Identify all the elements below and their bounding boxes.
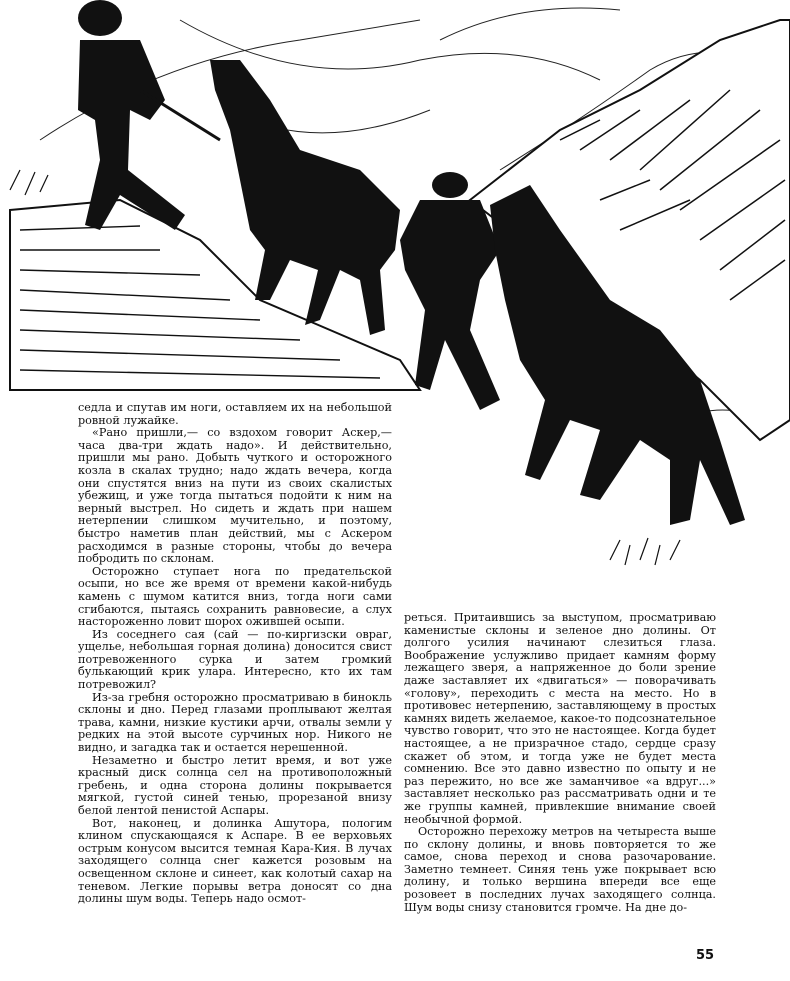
text-column-left	[78, 402, 392, 906]
hunter-figure-left	[78, 0, 220, 230]
text-column-right	[404, 612, 716, 914]
paragraph: Вот, наконец, и долинка Ашутора, пологим клином спускающаяся к Аспаре. В ее верховьях острым конусом высится темная Кара-Кия. В лучах заходящего солнца снег кажется розовым на освещенном склоне и синеет, как колотый сахар на теневом. Легкие порывы ветра доносят со дна долины шум воды. Теперь надо осмот-	[78, 816, 392, 906]
paragraph: седла и спутав им ноги, оставляем их на небольшой ровной лужайке.	[78, 401, 392, 427]
paragraph: Из-за гребня осторожно просматриваю в бинокль склоны и дно. Перед глазами проплывают желтая трава, камни, низкие кустики арчи, отвалы земли у редких на этой высоте сурчиных нор. Никого не видно, и загадка так и остается нерешенной.	[78, 690, 392, 755]
paragraph: реться. Притаившись за выступом, просматриваю каменистые склоны и зеленое дно долины. От долгого усилия начинают слезиться глаза. Воображение услужливо придает камням форму лежащего зверя, а напряженное до боли зрение даже заставляет их «двигаться» — поворачивать «голову», переходить с места на место. Но в противовес нетерпению, заставляющему в простых камнях видеть желаемое, какое-то подсознательное чувство говорит, что это не настоящее. Когда будет настоящее, а не призрачное стадо, сердце сразу скажет об этом, и тогда уже не будет места сомнению. Все это давно известно по опыту и не раз пережито, но все же заманчивое «а вдруг...» заставляет несколько раз рассматривать одни и те же группы камней, привлекшие внимание своей необычной формой.	[404, 611, 716, 826]
paragraph: «Рано пришли,— со вздохом говорит Аскер,— часа два-три ждать надо». И действительно, пришли мы рано. Добыть чуткого и осторожного козла в скалах трудно; надо ждать вечера, когда они спустятся вниз на пути из своих скалистых убежищ, и уже тогда пытаться подойти к ним на верный выстрел. Но сидеть и ждать при нашем нетерпении слишком мучительно, и поэтому, быстро наметив план действий, мы с Аскером расходимся в разные стороны, чтобы до вечера побродить по склонам.	[78, 426, 392, 566]
paragraph: Незаметно и быстро летит время, и вот уже красный диск солнца сел на противоположный гребень, и одна сторона долины покрывается мягкой, густой синей тенью, прорезаной внизу белой лентой пенистой Аспары.	[78, 753, 392, 817]
paragraph: Из соседнего сая (сай — по-киргизски овраг, ущелье, небольшая горная долина) доносится свист потревоженного сурка и затем громкий булькающий крик улара. Интересно, кто их там потревожил?	[78, 627, 392, 692]
paragraph: Осторожно перехожу метров на четыреста выше по склону долины, и вновь повторяется то же самое, снова переход и снова разочарование. Заметно темнеет. Синяя тень уже покрывает всю долину, и только вершина впереди все еще розовеет в последних лучах заходящего солнца. Шум воды снизу становится громче. На дне до-	[404, 825, 716, 914]
paragraph: Осторожно ступает нога по предательской осыпи, но все же время от времени какой-нибудь камень с шумом катится вниз, тогда ноги сами сгибаются, пытаясь сохранить равновесие, а слух настороженно ловит шорох ожившей осыпи.	[78, 564, 392, 629]
page-number: 55	[696, 948, 715, 963]
